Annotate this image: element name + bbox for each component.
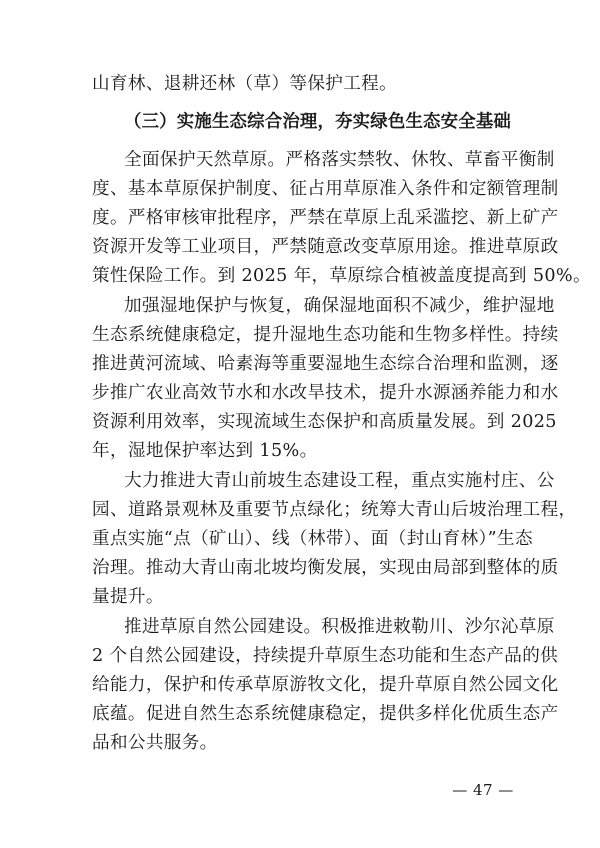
body-text-line: 治理。推动大青山南北坡均衡发展，实现由局部到整体的质: [92, 558, 559, 578]
body-text-line: 度、基本草原保护制度、征占用草原准入条件和定额管理制: [92, 179, 559, 199]
body-text-line: 推进黄河流域、哈素海等重要湿地生态综合治理和监测，逐: [92, 354, 559, 374]
body-text-line: 量提升。: [92, 587, 164, 607]
body-text-line: 资源开发等工业项目，严禁随意改变草原用途。推进草原政: [92, 237, 559, 257]
body-text-line: 推进草原自然公园建设。积极推进敕勒川、沙尔沁草原: [124, 617, 555, 637]
section-heading: （三）实施生态综合治理，夯实绿色生态安全基础: [124, 112, 511, 132]
body-text-line: 步推广农业高效节水和水改旱技术，提升水源涵养能力和水: [92, 383, 559, 403]
body-text-line: 全面保护天然草原。严格落实禁牧、休牧、草畜平衡制: [124, 150, 555, 170]
body-text-line: 资源利用效率，实现流域生态保护和高质量发展。到 2025: [92, 412, 557, 432]
body-text-line: 年，湿地保护率达到 15%。: [92, 441, 318, 461]
body-text-line: 加强湿地保护与恢复，确保湿地面积不减少，维护湿地: [124, 296, 555, 316]
body-text-line: 大力推进大青山前坡生态建设工程，重点实施村庄、公: [124, 471, 555, 491]
body-text-line: 底蕴。促进自然生态系统健康稳定，提供多样化优质生态产: [92, 704, 559, 724]
body-text-line: 度。严格审核审批程序，严禁在草原上乱采滥挖、新上矿产: [92, 208, 559, 228]
body-text-line: 园、道路景观林及重要节点绿化；统筹大青山后坡治理工程，: [92, 500, 577, 520]
body-text-line: 品和公共服务。: [92, 733, 218, 753]
page-number: — 47 —: [452, 781, 514, 799]
body-text-line: 给能力，保护和传承草原游牧文化，提升草原自然公园文化: [92, 675, 559, 695]
body-text-line: 山育林、退耕还林（草）等保护工程。: [92, 74, 398, 94]
body-text-line: 生态系统健康稳定，提升湿地生态功能和生物多样性。持续: [92, 325, 559, 345]
body-text-line: 重点实施“点（矿山）、线（林带）、面（封山育林）”生态: [92, 529, 533, 549]
body-text-line: 策性保险工作。到 2025 年，草原综合植被盖度提高到 50%。: [92, 266, 591, 286]
body-text-line: 2 个自然公园建设，持续提升草原生态功能和生态产品的供: [92, 646, 559, 666]
